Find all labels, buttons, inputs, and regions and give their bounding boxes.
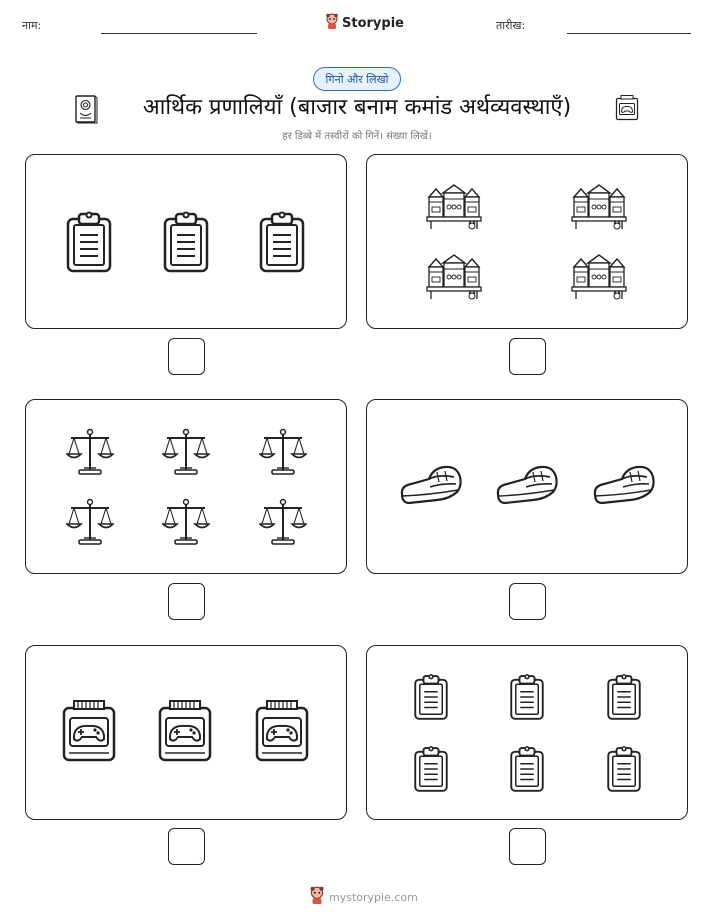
clipboard-icon — [509, 672, 545, 722]
clipboard-icon — [606, 672, 642, 722]
answer-box-1[interactable] — [168, 338, 205, 375]
balance-scale-icon — [162, 498, 210, 548]
clipboard-icon — [413, 744, 449, 794]
activity-badge: गिनो और लिखो — [313, 67, 401, 91]
clipboard-icon — [606, 744, 642, 794]
clipboard-icon — [413, 672, 449, 722]
answer-box-3[interactable] — [168, 583, 205, 620]
market-stall-icon — [570, 183, 628, 231]
name-line[interactable] — [101, 33, 257, 34]
date-line[interactable] — [567, 33, 691, 34]
name-label: नाम: — [22, 19, 42, 32]
cereal-box-icon — [74, 94, 98, 128]
storypie-mascot-icon — [325, 13, 339, 33]
date-label: तारीख: — [496, 19, 526, 32]
market-stall-icon — [425, 183, 483, 231]
game-console-box-icon — [61, 699, 117, 763]
footer-url[interactable]: mystorypie.com — [329, 890, 418, 904]
brand-logo — [325, 13, 404, 33]
clipboard-icon — [509, 744, 545, 794]
counting-card-2 — [366, 154, 688, 329]
balance-scale-icon — [66, 498, 114, 548]
shoe-icon — [495, 462, 559, 510]
counting-card-1 — [25, 154, 347, 329]
counting-card-4 — [366, 399, 688, 574]
answer-box-5[interactable] — [168, 828, 205, 865]
page-title: आर्थिक प्रणालियाँ (बाजार बनाम कमांड अर्थव्यवस्थाएँ) — [142, 95, 572, 120]
counting-card-5 — [25, 645, 347, 820]
clipboard-icon — [65, 211, 113, 273]
counting-card-6 — [366, 645, 688, 820]
balance-scale-icon — [66, 428, 114, 478]
market-stall-icon — [425, 253, 483, 301]
balance-scale-icon — [259, 428, 307, 478]
market-stall-icon — [570, 253, 628, 301]
answer-box-2[interactable] — [509, 338, 546, 375]
brand-name: Storypie — [342, 15, 404, 31]
balance-scale-icon — [162, 428, 210, 478]
answer-box-4[interactable] — [509, 583, 546, 620]
counting-card-3 — [25, 399, 347, 574]
balance-scale-icon — [259, 498, 307, 548]
shoe-icon — [592, 462, 656, 510]
shoe-icon — [399, 462, 463, 510]
storypie-mascot-icon — [309, 886, 325, 908]
instruction-text: हर डिब्बे में तस्वीरों को गिनें। संख्या लिखें। — [282, 131, 432, 142]
game-console-box-icon — [254, 699, 310, 763]
game-console-box-icon — [157, 699, 213, 763]
answer-box-6[interactable] — [509, 828, 546, 865]
game-console-box-icon — [614, 95, 640, 125]
clipboard-icon — [258, 211, 306, 273]
footer — [309, 886, 418, 908]
clipboard-icon — [162, 211, 210, 273]
